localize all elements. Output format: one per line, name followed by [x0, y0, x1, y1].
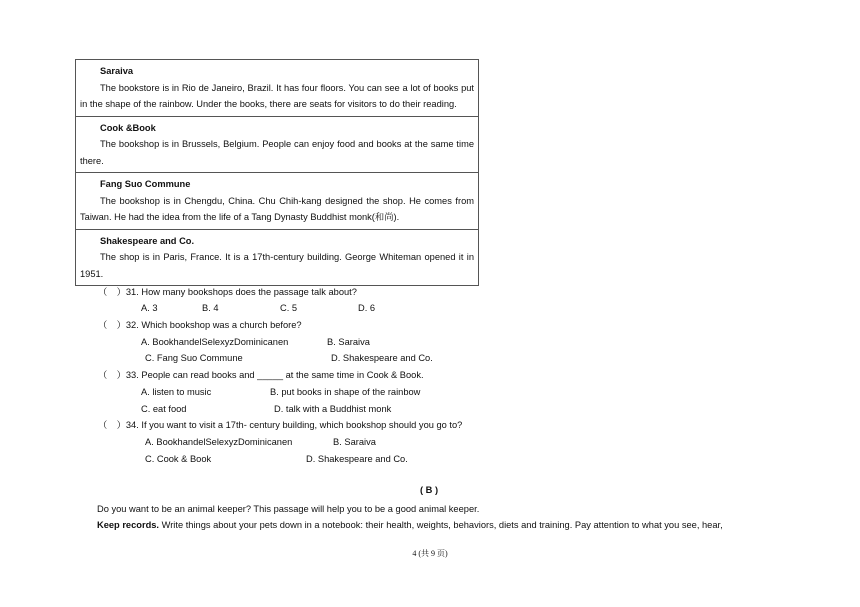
bookshop-name: Fang Suo Commune [100, 179, 191, 189]
question-31-stem: （ ）31. How many bookshops does the passage talk about? [98, 287, 357, 297]
question-31-option-c: C. 5 [280, 303, 298, 313]
bookshop-cell-fang-suo [76, 172, 478, 229]
question-34-option-a: A. BookhandelSelexyzDominicanen [145, 437, 293, 447]
bookshop-description: The bookshop is in Chengdu, China. Chu Chih-kang designed the shop. He comes from Taiwan. He had the idea from the life of a Tang Dynasty Buddhist monk(和尚). [80, 195, 474, 222]
bookshop-cell-shakespeare [76, 229, 478, 287]
bookshop-description: The shop is in Paris, France. It is a 17th-century building. George Whiteman opened it in 1951. [80, 252, 474, 279]
question-32-option-b: B. Saraiva [327, 337, 370, 347]
page-footer: 4 (共 9 页) [412, 549, 448, 558]
question-33-option-a: A. listen to music [141, 387, 212, 397]
question-31-option-a: A. 3 [141, 303, 158, 313]
question-34-option-c: C. Cook & Book [145, 454, 212, 464]
section-b-intro: Do you want to be an animal keeper? This passage will help you to be a good animal keeper. [97, 504, 480, 514]
bookshop-table [75, 59, 479, 286]
question-34-option-d: D. Shakespeare and Co. [306, 454, 408, 464]
bookshop-name: Cook &Book [100, 122, 156, 133]
question-33-option-d: D. talk with a Buddhist monk [274, 404, 392, 414]
bookshop-name: Saraiva [100, 66, 134, 76]
bookshop-name: Shakespeare and Co. [100, 235, 195, 246]
question-34-option-b: B. Saraiva [333, 437, 376, 447]
keep-records-label: Keep records. [97, 520, 160, 530]
question-34-stem: （ ）34. If you want to visit a 17th- century building, which bookshop should you go to? [98, 420, 463, 430]
question-31-option-d: D. 6 [358, 303, 376, 313]
question-32-option-d: D. Shakespeare and Co. [331, 353, 433, 363]
question-32-option-c: C. Fang Suo Commune [145, 353, 243, 363]
section-b-keep-records [97, 519, 723, 531]
question-33-option-c: C. eat food [141, 404, 187, 414]
question-31-option-b: B. 4 [202, 303, 219, 313]
question-32-option-a: A. BookhandelSelexyzDominicanen [141, 337, 289, 347]
question-33-option-b: B. put books in shape of the rainbow [270, 387, 421, 397]
section-b-title: ( B ) [420, 485, 439, 495]
bookshop-description: The bookstore is in Rio de Janeiro, Brazil. It has four floors. You can see a lot of books put in the shape of the rainbow. Under the books, there are seats for visitors to do their reading. [80, 82, 474, 109]
bookshop-cell-saraiva [76, 59, 478, 116]
keep-records-text: Write things about your pets down in a notebook: their health, weights, behaviors, diets and training. Pay attention to what you see, hear, [159, 520, 723, 530]
bookshop-cell-cook-book [76, 116, 478, 173]
question-32-stem: （ ）32. Which bookshop was a church before? [98, 320, 302, 330]
question-33-stem: （ ）33. People can read books and _____ at the same time in Cook & Book. [98, 370, 424, 380]
bookshop-description: The bookshop is in Brussels, Belgium. People can enjoy food and books at the same time there. [80, 139, 474, 166]
